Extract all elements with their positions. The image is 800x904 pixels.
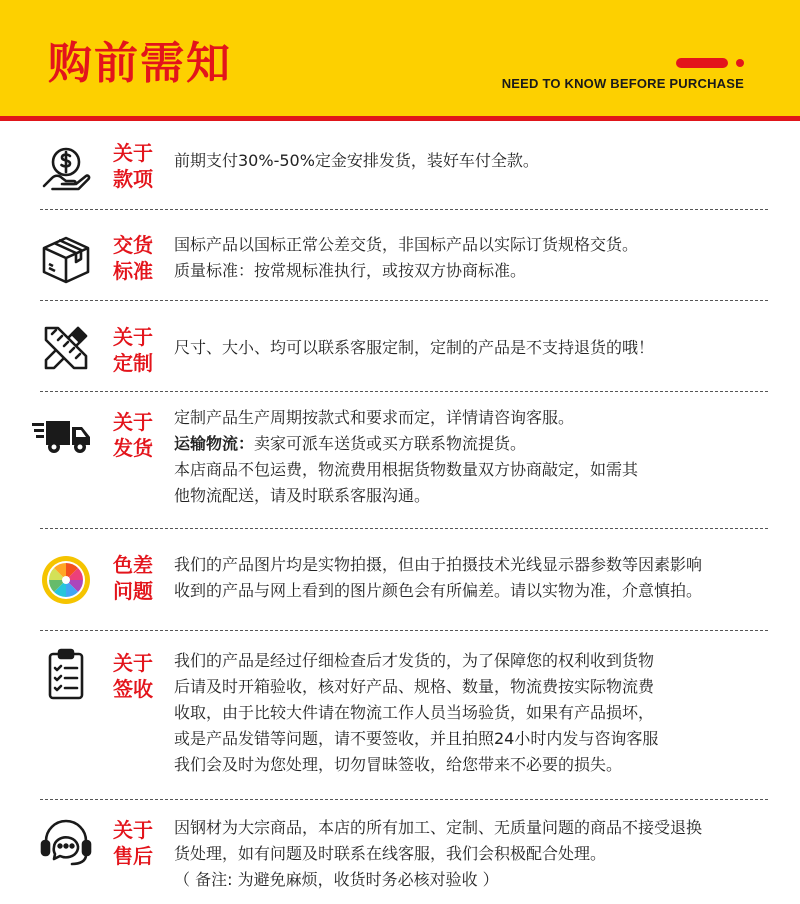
page-subtitle: NEED TO KNOW BEFORE PURCHASE — [501, 76, 744, 91]
money-hand-icon — [40, 142, 92, 194]
section-label: 关于 款项 — [113, 141, 153, 191]
section-label: 关于 发货 — [113, 410, 153, 460]
section-divider — [40, 528, 768, 529]
headset-chat-icon — [40, 817, 92, 869]
section-label: 色差 问题 — [113, 553, 153, 603]
delivery-truck-icon — [32, 415, 92, 455]
section-label: 关于 签收 — [113, 651, 153, 701]
decorative-bar — [676, 58, 728, 68]
clipboard-checklist-icon — [40, 648, 92, 700]
section-text: 定制产品生产周期按款式和要求而定，详情请咨询客服。 运输物流：卖家可派车送货或买方联系物流提货。 本店商品不包运费，物流费用根据货物数量双方协商敲定，如需其 他物流配送，请及时联系客服沟通。 — [174, 408, 639, 505]
decorative-dot — [736, 59, 744, 67]
section-color-difference — [40, 550, 768, 610]
section-label: 交货 标准 — [113, 233, 153, 283]
section-text: 前期支付30%-50%定金安排发货，装好车付全款。 — [174, 151, 539, 170]
pencil-ruler-icon — [40, 322, 92, 374]
section-label: 关于 定制 — [113, 325, 153, 375]
section-text: 我们的产品是经过仔细检查后才发货的，为了保障您的权利收到货物 后请及时开箱验收，核对好产品、规格、数量，物流费按实际物流费 收取，由于比较大件请在物流工作人员当场验货，如果有产品损坏， 或是产品发错等问题，请不要签收，并且拍照24小时内发与咨询客服 我们会及时为您处理，切勿冒昧签收，给您带来不必要的损失。 — [174, 651, 659, 774]
header-underline — [0, 116, 800, 121]
section-delivery-standard — [40, 230, 768, 290]
section-text: 国标产品以国标正常公差交货，非国标产品以实际订货规格交货。 质量标准：按常规标准执行，或按双方协商标准。 — [174, 235, 639, 280]
section-text: 我们的产品图片均是实物拍摄，但由于拍摄技术光线显示器参数等因素影响 收到的产品与网上看到的图片颜色会有所偏差。请以实物为准，介意慎拍。 — [174, 555, 703, 600]
page-title: 购前需知 — [48, 38, 232, 89]
section-label: 关于 售后 — [113, 818, 153, 868]
section-divider — [40, 300, 768, 301]
color-wheel-icon — [40, 554, 92, 606]
section-text: 因钢材为大宗商品，本店的所有加工、定制、无质量问题的商品不接受退换 货处理，如有问题及时联系在线客服，我们会积极配合处理。 （ 备注: 为避免麻烦，收货时务必核对验收 ） — [174, 818, 703, 889]
section-divider — [40, 799, 768, 800]
header-banner — [0, 0, 800, 116]
section-after-sales — [40, 815, 768, 895]
section-divider — [40, 391, 768, 392]
section-shipping — [40, 405, 768, 515]
section-divider — [40, 630, 768, 631]
package-box-icon — [40, 232, 92, 284]
section-payment — [40, 140, 768, 200]
section-customization — [40, 322, 768, 378]
section-text: 尺寸、大小、均可以联系客服定制，定制的产品是不支持退货的哦！ — [174, 338, 655, 357]
section-receipt — [40, 648, 768, 783]
section-divider — [40, 209, 768, 210]
